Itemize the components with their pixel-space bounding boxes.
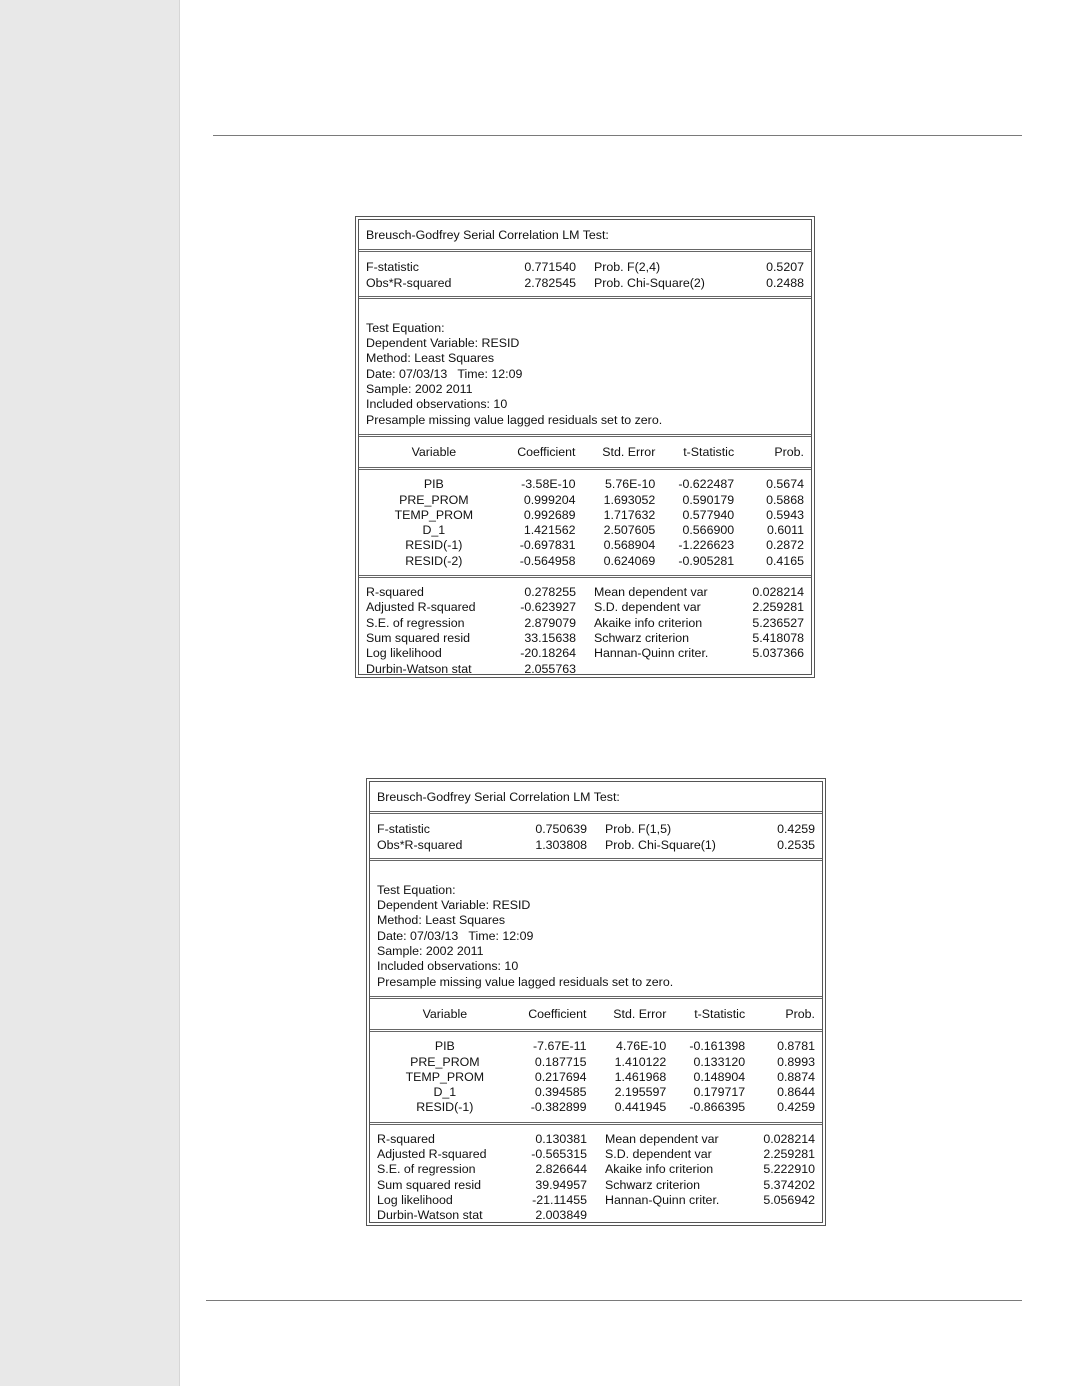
table-row [366, 538, 804, 553]
prob: 0.8993 [777, 1054, 815, 1069]
t-statistic: 0.590179 [682, 492, 735, 507]
info-line: Method: Least Squares [366, 351, 495, 366]
stat-label: Adjusted R-squared [366, 600, 476, 615]
stat-label: Hannan-Quinn criter. [605, 1192, 720, 1207]
stat-label: Adjusted R-squared [377, 1147, 487, 1162]
test-stat-row [377, 822, 815, 837]
prob: 0.8781 [777, 1039, 815, 1054]
coefficient: 0.217694 [534, 1069, 587, 1084]
table-frame [369, 781, 823, 1223]
test-stat-row [366, 260, 804, 275]
col-header-std-error: Std. Error [602, 444, 656, 459]
stat-label: Hannan-Quinn criter. [594, 646, 709, 661]
std-error: 1.461968 [614, 1069, 667, 1084]
stat-label: Obs*R-squared [377, 837, 463, 852]
stat-row [366, 585, 804, 600]
stat-label: Akaike info criterion [605, 1162, 714, 1177]
stat-value: 5.418078 [752, 630, 804, 645]
col-header-std-error: Std. Error [613, 1006, 667, 1021]
std-error: 2.507605 [603, 523, 656, 538]
std-error: 1.693052 [603, 492, 656, 507]
info-line: Test Equation: [377, 882, 456, 897]
test-stat-row [377, 838, 815, 853]
coefficient: 0.999204 [523, 492, 576, 507]
stat-value: 2.782545 [524, 275, 576, 290]
stat-value: 0.028214 [763, 1131, 815, 1146]
stat-label: Obs*R-squared [366, 275, 452, 290]
stat-value: 2.003849 [535, 1208, 587, 1223]
stat-label: S.D. dependent var [605, 1147, 712, 1162]
table-row [366, 477, 804, 492]
col-header-t-statistic: t-Statistic [683, 444, 735, 459]
table-row [377, 1085, 815, 1100]
t-statistic: 0.566900 [682, 523, 735, 538]
table-title: Breusch-Godfrey Serial Correlation LM Test: [366, 228, 609, 242]
stat-value: 33.15638 [524, 630, 576, 645]
stat-label: S.D. dependent var [594, 600, 701, 615]
stat-value [755, 1208, 815, 1223]
col-header-variable: Variable [411, 444, 457, 459]
table-row [377, 1039, 815, 1054]
stat-label [587, 1208, 755, 1223]
test-stat-row [366, 276, 804, 291]
stat-label: R-squared [377, 1131, 435, 1146]
stat-value: 2.259281 [752, 600, 804, 615]
variable-name: PRE_PROM [410, 1054, 480, 1069]
stat-value: 5.374202 [763, 1177, 815, 1192]
coefficient: 1.421562 [523, 523, 576, 538]
info-line: Method: Least Squares [377, 913, 506, 928]
page-sidebar [0, 0, 180, 1386]
stat-value: -0.623927 [520, 600, 576, 615]
stat-value: 0.750639 [535, 822, 587, 837]
variable-name: TEMP_PROM [405, 1069, 485, 1084]
variable-name: RESID(-1) [405, 538, 463, 553]
stat-label: Schwarz criterion [594, 630, 690, 645]
info-line: Included observations: 10 [377, 959, 519, 974]
stat-value: 5.236527 [752, 615, 804, 630]
stat-row [377, 1178, 815, 1193]
coefficients-section [359, 467, 811, 575]
t-statistic: -1.226623 [678, 538, 735, 553]
test-equation-info [359, 296, 811, 434]
stat-label: S.E. of regression [377, 1162, 476, 1177]
stat-value: -0.565315 [531, 1147, 587, 1162]
prob-label: Prob. Chi-Square(1) [605, 837, 716, 852]
prob: 0.4259 [777, 1100, 815, 1115]
stat-value: 0.028214 [752, 585, 804, 600]
coefficient: 0.992689 [523, 507, 576, 522]
stat-value: -20.18264 [520, 646, 576, 661]
variable-name: RESID(-2) [405, 553, 463, 568]
prob: 0.4165 [766, 553, 804, 568]
stat-label: Durbin-Watson stat [377, 1208, 483, 1223]
stat-label: S.E. of regression [366, 615, 465, 630]
table-row [366, 493, 804, 508]
table-row [366, 508, 804, 523]
stat-label: Durbin-Watson stat [366, 661, 472, 676]
std-error: 4.76E-10 [616, 1039, 667, 1054]
col-header-coefficient: Coefficient [517, 444, 576, 459]
coefficient: -0.382899 [530, 1100, 587, 1115]
stat-row [366, 646, 804, 661]
t-statistic: 0.179717 [693, 1085, 746, 1100]
stat-row [366, 600, 804, 615]
stat-label: Schwarz criterion [605, 1177, 701, 1192]
stat-row [366, 616, 804, 631]
t-statistic: -0.622487 [678, 477, 735, 492]
t-statistic: 0.133120 [693, 1054, 746, 1069]
info-line: Sample: 2002 2011 [377, 944, 484, 959]
stat-value: 39.94957 [535, 1177, 587, 1192]
col-header-variable: Variable [422, 1006, 468, 1021]
stat-value: 0.278255 [524, 585, 576, 600]
prob-value: 0.4259 [777, 822, 815, 837]
table-row [366, 523, 804, 538]
stat-label: R-squared [366, 585, 424, 600]
col-header-t-statistic: t-Statistic [694, 1006, 746, 1021]
variable-name: PIB [434, 1039, 455, 1054]
stat-row [377, 1193, 815, 1208]
lm-test-table-2 [366, 778, 826, 1226]
prob: 0.2872 [766, 538, 804, 553]
std-error: 2.195597 [614, 1085, 667, 1100]
prob-label: Prob. Chi-Square(2) [594, 275, 705, 290]
std-error: 0.568904 [603, 538, 656, 553]
stat-row [377, 1162, 815, 1177]
col-header-prob: Prob. [774, 444, 804, 459]
column-headers [377, 1007, 815, 1022]
std-error: 0.441945 [614, 1100, 667, 1115]
info-line: Presample missing value lagged residuals set to zero. [377, 974, 674, 989]
stat-value: 1.303808 [535, 837, 587, 852]
info-line: Sample: 2002 2011 [366, 382, 473, 397]
std-error: 1.717632 [603, 507, 656, 522]
stat-value: 5.037366 [752, 646, 804, 661]
test-statistics-section [370, 811, 822, 858]
stat-value: 0.130381 [535, 1131, 587, 1146]
stat-value: 2.055763 [524, 661, 576, 676]
stat-row [377, 1208, 815, 1223]
bottom-divider [206, 1300, 1022, 1301]
info-line: Presample missing value lagged residuals set to zero. [366, 412, 663, 427]
info-line: Dependent Variable: RESID [377, 898, 531, 913]
stat-value [744, 662, 804, 677]
test-statistics-section [359, 249, 811, 296]
prob-label: Prob. F(2,4) [594, 260, 661, 275]
stat-value: 0.771540 [524, 260, 576, 275]
variable-name: TEMP_PROM [394, 507, 474, 522]
prob: 0.5943 [766, 507, 804, 522]
column-headers [366, 445, 804, 460]
t-statistic: 0.148904 [693, 1069, 746, 1084]
coefficient: -0.564958 [519, 553, 576, 568]
coefficient: -0.697831 [519, 538, 576, 553]
std-error: 1.410122 [614, 1054, 667, 1069]
variable-name: PRE_PROM [399, 492, 469, 507]
t-statistic: -0.161398 [689, 1039, 746, 1054]
prob: 0.6011 [767, 523, 804, 538]
coefficient: 0.394585 [534, 1085, 587, 1100]
table-title: Breusch-Godfrey Serial Correlation LM Test: [377, 790, 620, 804]
table-row [377, 1070, 815, 1085]
prob-value: 0.5207 [766, 260, 804, 275]
coef-header-section [370, 996, 822, 1029]
stat-label: Mean dependent var [605, 1131, 719, 1146]
t-statistic: 0.577940 [682, 507, 735, 522]
stat-row [377, 1132, 815, 1147]
variable-name: PIB [423, 477, 444, 492]
stat-label: F-statistic [377, 822, 431, 837]
prob: 0.8874 [777, 1069, 815, 1084]
test-equation-info [370, 858, 822, 996]
coefficient: -7.67E-11 [533, 1039, 587, 1054]
table-title-section [359, 220, 811, 249]
prob-label: Prob. F(1,5) [605, 822, 672, 837]
stat-row [366, 631, 804, 646]
variable-name: RESID(-1) [416, 1100, 474, 1115]
regression-stats-section [370, 1122, 822, 1228]
info-line: Included observations: 10 [366, 397, 508, 412]
stat-row [366, 662, 804, 677]
prob: 0.8644 [777, 1085, 815, 1100]
coefficient: -3.58E-10 [521, 477, 576, 492]
stat-label: F-statistic [366, 260, 420, 275]
col-header-prob: Prob. [785, 1006, 815, 1021]
t-statistic: -0.866395 [689, 1100, 746, 1115]
coef-header-section [359, 434, 811, 467]
stat-label: Sum squared resid [377, 1177, 481, 1192]
stat-value: 5.056942 [763, 1192, 815, 1207]
info-line: Test Equation: [366, 320, 445, 335]
stat-label [576, 662, 744, 677]
stat-label: Mean dependent var [594, 585, 708, 600]
table-row [377, 1055, 815, 1070]
variable-name: D_1 [433, 1085, 457, 1100]
table-title-section [370, 782, 822, 811]
coefficient: 0.187715 [534, 1054, 587, 1069]
stat-label: Sum squared resid [366, 630, 470, 645]
stat-value: 2.879079 [524, 615, 576, 630]
stat-row [377, 1147, 815, 1162]
std-error: 5.76E-10 [605, 477, 656, 492]
table-row [366, 554, 804, 569]
top-divider [213, 135, 1022, 136]
table-row [377, 1100, 815, 1115]
prob-value: 0.2535 [777, 837, 815, 852]
col-header-coefficient: Coefficient [528, 1006, 587, 1021]
stat-label: Log likelihood [377, 1192, 453, 1207]
stat-value: -21.11455 [532, 1192, 587, 1207]
stat-value: 5.222910 [763, 1162, 815, 1177]
std-error: 0.624069 [603, 553, 656, 568]
table-frame [358, 219, 812, 675]
stat-value: 2.259281 [763, 1147, 815, 1162]
stat-label: Akaike info criterion [594, 615, 703, 630]
info-line: Date: 07/03/13 Time: 12:09 [366, 366, 523, 381]
variable-name: D_1 [422, 523, 446, 538]
info-line: Dependent Variable: RESID [366, 336, 520, 351]
info-line: Date: 07/03/13 Time: 12:09 [377, 928, 534, 943]
regression-stats-section [359, 575, 811, 681]
prob: 0.5868 [766, 492, 804, 507]
prob: 0.5674 [766, 477, 804, 492]
coefficients-section [370, 1029, 822, 1121]
t-statistic: -0.905281 [678, 553, 735, 568]
stat-label: Log likelihood [366, 646, 442, 661]
stat-value: 2.826644 [535, 1162, 587, 1177]
lm-test-table-1 [355, 216, 815, 678]
prob-value: 0.2488 [766, 275, 804, 290]
